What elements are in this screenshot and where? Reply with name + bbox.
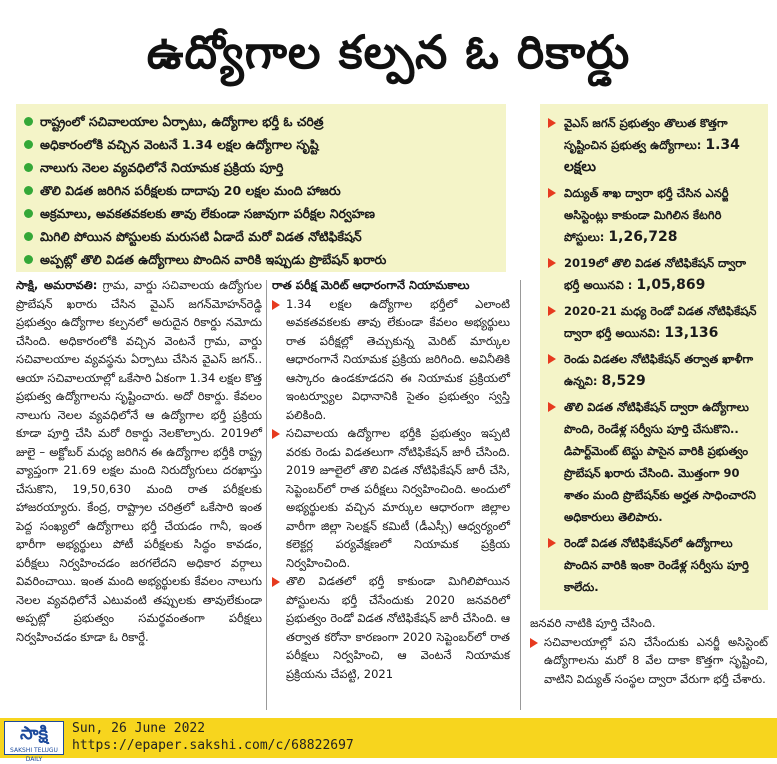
highlights-box [16, 104, 506, 272]
headline: ఉద్యోగాల కల్పన ఓ రికార్డు [146, 25, 631, 79]
fact-item: తొలి విడత నోటిఫికేషన్ ద్వారా ఉద్యోగాలు పొంది, రెండేళ్ల సర్వీసు పూర్తి చేసుకొని.. డిపార్ట్‌మెంట్ టెస్టు పాసైన వారికి ప్రభుత్వం ప్రొబేషన్ ఖరారు చేసింది. మొత్తంగా 90 శాతం మంది ప్రొబేషన్‌కు అర్హత సాధించారని అధికారులు తెలిపారు. [548, 396, 760, 528]
triangle-bullet-icon [272, 577, 280, 587]
fact-item: 2020-21 మధ్య రెండో విడత నోటిఫికేషన్ ద్వారా భర్తీ అయినవి: 13,136 [548, 300, 760, 344]
article-body: సాక్షి, అమరావతి: గ్రామ, వార్డు సచివాలయ ఉద్యోగుల ప్రొబేషన్ ఖరారు చేసిన వైఎస్ జగన్‌మోహన్‌రెడ్డి ప్రభుత్వం ఉద్యోగాల కల్పనలో అరుదైన రికార్డు నమోదు చేసింది. అధికారంలోకి వచ్చిన వెంటనే గ్రామ, వార్డు సచివాలయాల వ్యవస్థను ఏర్పాటు చేసిన వైఎస్ జగన్.. ఆయా సచివాలయాల్లో ఒకేసారి ఏకంగా 1.34 లక్షల కొత్త ప్రభుత్వ ఉద్యోగాలను సృష్టించారు. అదో రికార్డు. కేవలం నాలుగు నెలల వ్యవధిలోనే ఆ ఉద్యోగాల భర్తీ ప్రక్రియ కూడా పూర్తి చేసి మరో రికార్డు నెలకొల్పారు. 2019లో జులై – అక్టోబర్ మధ్య జరిగిన ఈ ఉద్యోగాల భర్తీకి రాష్ట్ర వ్యాప్తంగా 21.69 లక్షల మంది నిరుద్యోగులు దరఖాస్తు చేసుకొని, 19,50,630 మంది రాత పరీక్షలకు హాజరయ్యారు. కేంద్ర, రాష్ట్రాల చరిత్రలో ఒకేసారి ఇంత పెద్ద సంఖ్యలో ఉద్యోగాలు భర్తీ చేయడం గానీ, ఇంత భారీగా అభ్యర్థులు పోటీ పరీక్షలకు సిద్ధం కావడం, పరీక్షలు నిర్వహించడం జరగలేదని అధికార వర్గాలు వివరించాయి. ఇంత మంది అభ్యర్థులకు కేవలం నాలుగు నెలల వ్యవధిలోనే ఎటువంటి తప్పులకు తావులేకుండా అప్పట్లో ప్రభుత్వం సమర్థవంతంగా పరీక్షలు నిర్వహించడం కూడా ఓ రికార్డే. [16, 278, 262, 644]
highlight-item: తొలి విడత జరిగిన పరీక్షలకు దాదాపు 20 లక్షల మంది హాజరు [24, 179, 506, 202]
logo-subtext: SAKSHI TELUGU DAILY [10, 747, 58, 763]
triangle-bullet-icon [548, 306, 556, 316]
fact-item: విద్యుత్ శాఖ ద్వారా భర్తీ చేసిన ఎనర్జీ అసిస్టెంట్లు కాకుండా మిగిలిన కేటగిరి పోస్టులు: 1,26,728 [548, 182, 760, 248]
continued-text: జనవరి నాటికి పూర్తి చేసింది. [530, 616, 656, 630]
triangle-bullet-icon [272, 300, 280, 310]
green-dot-icon [24, 140, 33, 149]
highlight-item: అప్పట్లో తొలి విడత ఉద్యోగాలు పొందిన వారికి ఇప్పుడు ప్రొబేషన్ ఖరారు [24, 248, 506, 271]
fact-item: రెండు విడతల నోటిఫికేషన్ తర్వాత ఖాళీగా ఉన్నవి: 8,529 [548, 348, 760, 392]
article-column-2 [272, 276, 510, 683]
green-dot-icon [24, 163, 33, 172]
triangle-bullet-icon [548, 258, 556, 268]
column-divider [266, 280, 267, 710]
highlight-item: అధికారంలోకి వచ్చిన వెంటనే 1.34 లక్షల ఉద్యోగాల సృష్టి [24, 133, 506, 156]
article-bullet: తొలి విడతలో భర్తీ కాకుండా మిగిలిపోయిన పోస్టులను భర్తీ చేసేందుకు 2020 జనవరిలో ప్రభుత్వం రెండో విడత నోటిఫికేషన్ జారీ చేసింది. ఆ తర్వాత కరోనా కారణంగా 2020 సెప్టెంబర్‌లో రాత పరీక్షలు నిర్వహించి, ఆ వెంటనే నియామక ప్రక్రియను చేపట్టి, 2021 [272, 572, 510, 683]
publish-date: Sun, 26 June 2022 [72, 721, 206, 736]
article-column-3 [530, 614, 768, 688]
triangle-bullet-icon [530, 638, 538, 648]
epaper-footer [0, 718, 777, 763]
triangle-bullet-icon [548, 354, 556, 364]
article-bullet: సచివాలయ ఉద్యోగాల భర్తీకి ప్రభుత్వం ఇప్పటి వరకు రెండు విడతలుగా నోటిఫికేషన్ జారీ చేసింది. 2019 జూలైలో తొలి విడత నోటిఫికేషన్ జారీ చేసి, సెప్టెంబర్‌లో రాత పరీక్షలు నిర్వహించింది. అందులో అభ్యర్థులకు వచ్చిన మార్కుల ఆధారంగా జిల్లాల వారీగా జిల్లా సెలక్షన్ కమిటీ (డీఎస్సీ) ఆధ్వర్యంలో కలెక్టర్ల పర్యవేక్షణలో నియామక ప్రక్రియ నిర్వహించింది. [272, 424, 510, 572]
highlight-item: అక్రమాలు, అవకతవకలకు తావు లేకుండా సజావుగా పరీక్షల నిర్వహణ [24, 202, 506, 225]
triangle-bullet-icon [548, 118, 556, 128]
logo-text: సాక్షి [20, 723, 48, 744]
article-bullet: సచివాలయాల్లో పని చేసేందుకు ఎనర్జీ అసిస్టెంట్ ఉద్యోగాలను మరో 8 వేల దాకా కొత్తగా సృష్టించి, వాటిని విద్యుత్ సంస్థల ద్వారా వేరుగా భర్తీ చేశారు. [530, 633, 768, 689]
green-dot-icon [24, 186, 33, 195]
dateline: సాక్షి, అమరావతి: [16, 278, 98, 292]
subheading: రాత పరీక్ష మెరిట్ ఆధారంగానే నియామకాలు [272, 278, 470, 292]
column-divider [520, 280, 521, 710]
fact-item: రెండో విడత నోటిఫికేషన్‌లో ఉద్యోగాలు పొందిన వారికి ఇంకా రెండేళ్ల సర్వీసు పూర్తి కాలేదు. [548, 532, 760, 598]
highlight-item: నాలుగు నెలల వ్యవధిలోనే నియామక ప్రక్రియ పూర్తి [24, 156, 506, 179]
triangle-bullet-icon [272, 429, 280, 439]
facts-sidebar [540, 104, 768, 610]
highlight-item: రాష్ట్రంలో సచివాలయాల ఏర్పాటు, ఉద్యోగాల భర్తీ ఓ చరిత్ర [24, 110, 506, 133]
triangle-bullet-icon [548, 402, 556, 412]
article-bullet: 1.34 లక్షల ఉద్యోగాల భర్తీలో ఎలాంటి అవకతవకలకు తావు లేకుండా కేవలం అభ్యర్థులు రాత పరీక్షల్లో తెచ్చుకున్న మెరిట్ మార్కుల ఆధారంగానే నియామక ప్రక్రియ జరిగింది. అవినీతికి ఆస్కారం ఉండకూడదని ఈ నియామక ప్రక్రియలో ఇంటర్వ్యూల విధానానికి సైతం ప్రభుత్వం స్వస్తి పలికింది. [272, 295, 510, 425]
green-dot-icon [24, 209, 33, 218]
green-dot-icon [24, 117, 33, 126]
fact-item: 2019లో తొలి విడత నోటిఫికేషన్ ద్వారా భర్తీ అయినవి : 1,05,869 [548, 252, 760, 296]
highlight-item: మిగిలి పోయిన పోస్టులకు మరుసటి ఏడాదే మరో విడత నోటిఫికేషన్ [24, 225, 506, 248]
triangle-bullet-icon [548, 188, 556, 198]
green-dot-icon [24, 255, 33, 264]
triangle-bullet-icon [548, 538, 556, 548]
green-dot-icon [24, 232, 33, 241]
epaper-link[interactable]: https://epaper.sakshi.com/c/68822697 [72, 738, 354, 753]
article-column-1 [16, 276, 262, 646]
fact-item: వైఎస్ జగన్ ప్రభుత్వం తొలుత కొత్తగా సృష్టించిన ప్రభుత్వ ఉద్యోగాలు: 1.34 లక్షలు [548, 112, 760, 178]
sakshi-logo [4, 721, 64, 763]
